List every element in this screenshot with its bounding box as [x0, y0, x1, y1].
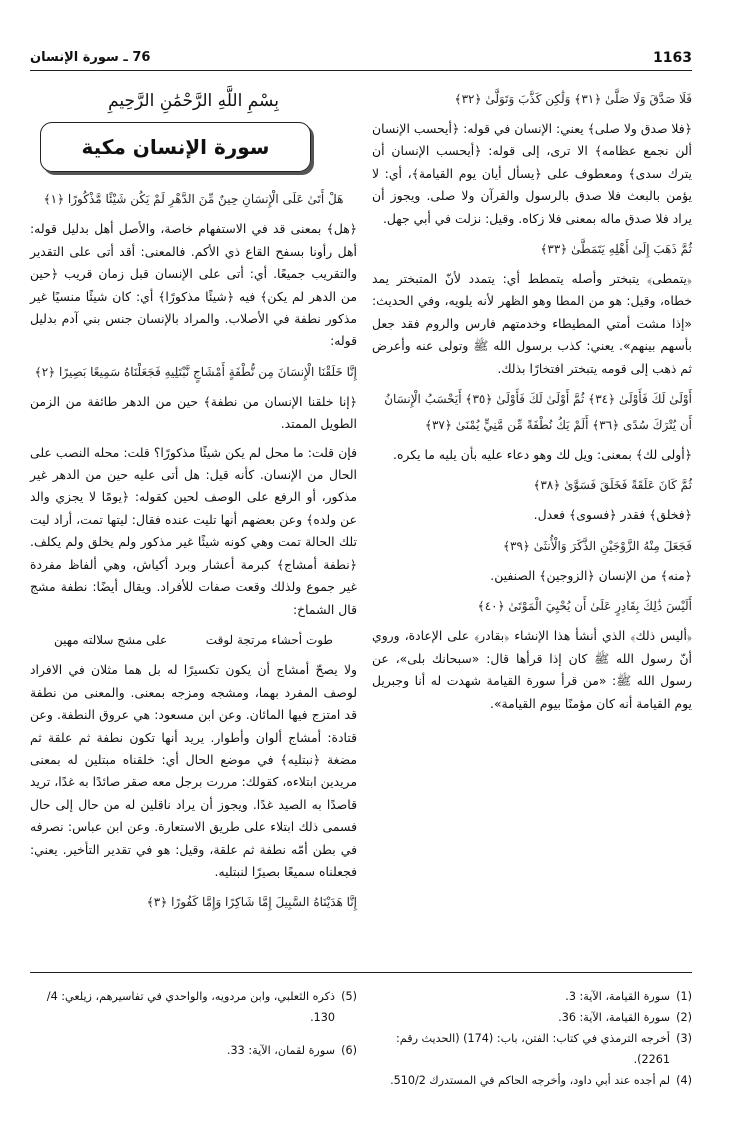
footnote	[372, 1070, 692, 1091]
footnote-text: سورة القيامة، الآية: 3.	[565, 990, 670, 1003]
ayah-34-37: أَوْلَىٰ لَكَ فَأَوْلَىٰ ﴿٣٤﴾ ثُمَّ أَوْلَىٰ لَكَ فَأَوْلَىٰ ﴿٣٥﴾ أَيَحْسَبُ الْإِنسَانُ أَن يُتْرَكَ سُدًى ﴿٣٦﴾ أَلَمْ يَكُ نُطْفَةً مِّن مَّنِيٍّ يُمْنَىٰ ﴿٣٧﴾	[384, 392, 692, 433]
footnote-number: (1)	[676, 990, 692, 1003]
commentary-paragraph: ﴿إنا خلقنا الإنسان من نطفة﴾ حين من الدهر طائفة من الزمن الطويل الممتد.	[30, 393, 357, 432]
commentary-paragraph: فإن قلت: ما محل لم يكن شيئًا مذكورًا؟ قلت: محله النصب على الحال من الإنسان. كأنه قيل: هل أتى عليه حين من الدهر غير مذكور، أو الرفع على الوصف لحين كقوله: ﴿يومًا لا يجزي والد عن ولده﴾ وعن بعضهم أنها تليت عنده فقال: ليتها تمت، أراد ليت تلك الحالة تمت وهي كونه شيئًا غير مذكور ولم يخلق ولم يكلف. ﴿نطفة أمشاج﴾ كبرمة أعشار وبرد أكياش، وهي ألفاظ مفردة غير جموع ولذلك وقعت صفات للأفراد. ويقال أيضًا: نطفة مشج قال الشماخ:	[30, 444, 357, 617]
footnote-number: (5)	[341, 990, 357, 1003]
ayah-40: أَلَيْسَ ذَٰلِكَ بِقَادِرٍ عَلَىٰ أَن يُحْيِيَ الْمَوْتَىٰ ﴿٤٠﴾	[477, 599, 692, 614]
poem-verse	[54, 629, 333, 651]
sura-title-box: سورة الإنسان مكية	[40, 122, 311, 172]
ayah-2: إِنَّا خَلَقْنَا الْإِنسَانَ مِن نُّطْفَةٍ أَمْشَاجٍ نَّبْتَلِيهِ فَجَعَلْنَاهُ سَمِيعًا بَصِيرًا ﴿٢﴾	[34, 364, 357, 379]
basmala: بِسْمِ اللَّهِ الرَّحْمَٰنِ الرَّحِيمِ	[108, 91, 279, 111]
commentary-paragraph: ولا يصحّ أمشاج أن يكون تكسيرًا له بل هما مثلان في الافراد لوصف المفرد بهما، ومشجه ومزجه بمعنى. والمعنى من نطفة قد امتزج فيها المائان. وعن ابن مسعود: هي عروق النطفة. وعن قتادة: أمشاج ألوان وأطوار. يريد أنها تكون نطفة ثم علقة ثم مضغة ﴿نبتليه﴾ في موضع الحال أي: خلقناه مبتلين له بمعنى مريدين ابتلاءه، كقولك: مررت برجل معه صقر صائدًا به غدًا، تريد قاصدًا به الصيد غدًا. ويجوز أن يراد ناقلين له من حال إلى حال فسمى ذلك ابتلاء على طريق الاستعارة. وعن ابن عباس: نصرفه في بطن أمّه نطفة ثم علقة، وقيل: هو في تقدير التأخير. يعني: فجعلناه سميعًا بصيرًا لنبتليه.	[30, 662, 357, 879]
commentary-paragraph: ﴿فخلق﴾ فقدر ﴿فسوى﴾ فعدل.	[533, 507, 692, 523]
footnote-number: (6)	[341, 1044, 357, 1057]
ayah-31-32: فَلَا صَدَّقَ وَلَا صَلَّىٰ ﴿٣١﴾ وَلَٰكِن كَذَّبَ وَتَوَلَّىٰ ﴿٣٢﴾	[454, 92, 692, 106]
footnote-number: (2)	[676, 1011, 692, 1024]
footnote-text: ذكره الثعلبي، وابن مردويه، والواحدي في تفاسيرهم، زيلعي: 4/ 130.	[46, 990, 335, 1024]
poem-hemistich-second: على مشج سلالته مهين	[54, 632, 168, 647]
footnote-number: (4)	[676, 1074, 692, 1087]
footnotes-left	[30, 986, 357, 1061]
right-column	[372, 82, 692, 721]
ayah-39: فَجَعَلَ مِنْهُ الزَّوْجَيْنِ الذَّكَرَ وَالْأُنثَىٰ ﴿٣٩﴾	[502, 538, 692, 553]
ayah-33: ثُمَّ ذَهَبَ إِلَىٰ أَهْلِهِ يَتَمَطَّىٰ ﴿٣٣﴾	[540, 242, 692, 257]
commentary-paragraph: ﴿منه﴾ من الإنسان ﴿الزوجين﴾ الصنفين.	[490, 567, 692, 583]
footnotes-right	[372, 986, 692, 1091]
commentary-paragraph: ﴿هل﴾ بمعنى قد في الاستفهام خاصة، والأصل أهل بدليل قوله: أهل رأونا بسفح القاع ذي الأكم. فالمعنى: أقد أتى على التقدير والتقريب جميعًا. أي: أتى على الإنسان قبل زمان قريب ﴿حين من الدهر لم يكن﴾ فيه ﴿شيئًا مذكورًا﴾ أي: كان شيئًا منسيًا غير مذكور نطفة في الأصلاب. والمراد بالإنسان جنس بني آدم بدليل قوله:	[30, 221, 357, 349]
commentary-paragraph: ﴿يتمطى﴾ يتبختر وأصله يتمطط أي: يتمدد لأنّ المتبختر يمد خطاه، وقيل: هو من المطا وهو الظهر لأنه يلويه، وفي الحديث: «إذا مشت أمتي المطيطاء وخدمتهم فارس والروم فقد جعل بأسهم بينهم». يعني: كذب برسول الله ﷺ وتولى عنه وأعرض ثم ذهب إلى قومه يتبختر افتخارًا بذلك.	[372, 271, 692, 376]
page-header	[30, 50, 692, 71]
footnote	[372, 986, 692, 1007]
ayah-1: هَلْ أَتَىٰ عَلَى الْإِنسَانِ حِينٌ مِّنَ الدَّهْرِ لَمْ يَكُن شَيْئًا مَّذْكُورًا ﴿١﴾	[43, 192, 344, 207]
footnote-text: سورة القيامة، الآية: 36.	[558, 1011, 670, 1024]
running-sura-title: 76 ـ سورة الإنسان	[30, 50, 151, 65]
footnote-text: سورة لقمان، الآية: 33.	[226, 1044, 335, 1057]
footnote-text: لم أجده عند أبي داود، وأخرجه الحاكم في المستدرك 510/2.	[390, 1074, 670, 1087]
footnote	[372, 1007, 692, 1028]
commentary-paragraph: ﴿أولى لك﴾ بمعنى: ويل لك وهو دعاء عليه بأن يليه ما يكره.	[393, 447, 692, 463]
poem-hemistich-first: طوت أحشاء مرتجة لوقت	[205, 632, 333, 647]
left-column	[30, 82, 357, 919]
page-number: 1163	[653, 50, 692, 66]
footnote	[30, 986, 357, 1028]
footnote-divider	[30, 972, 692, 973]
footnote-number: (3)	[676, 1032, 692, 1045]
commentary-paragraph: ﴿أليس ذلك﴾ الذي أنشأ هذا الإنشاء ﴿بقادر﴾ على الإعادة، وروي أنّ رسول الله ﷺ كان إذا قرأها قال: «سبحانك بلى»، عن رسول الله ﷺ: «من قرأ سورة القيامة شهدت له أنا وجبريل يوم القيامة أنه كان مؤمنًا بيوم القيامة».	[372, 628, 692, 711]
commentary-paragraph: ﴿فلا صدق ولا صلى﴾ يعني: الإنسان في قوله: ﴿أيحسب الإنسان ألن نجمع عظامه﴾ الا ترى، إلى قوله: ﴿أيحسب الإنسان أن يترك سدى﴾ ومعطوف على ﴿يسأل أيان يوم القيامة﴾، أي: لا يؤمن بالبعث فلا صدق بالرسول والقرآن ولا صلى. ويجوز أن يراد فلا صدق ماله بمعنى فلا زكاه. وقيل: نزلت في أبي جهل.	[372, 121, 692, 226]
ayah-38: ثُمَّ كَانَ عَلَقَةً فَخَلَقَ فَسَوَّىٰ ﴿٣٨﴾	[533, 478, 692, 493]
footnote	[372, 1028, 692, 1070]
footnote	[30, 1040, 357, 1061]
footnote-text: أخرجه الترمذي في كتاب: الفتن، باب: (174) (الحديث رقم: 2261).	[396, 1032, 670, 1066]
ayah-3: إِنَّا هَدَيْنَاهُ السَّبِيلَ إِمَّا شَاكِرًا وَإِمَّا كَفُورًا ﴿٣﴾	[146, 895, 357, 910]
